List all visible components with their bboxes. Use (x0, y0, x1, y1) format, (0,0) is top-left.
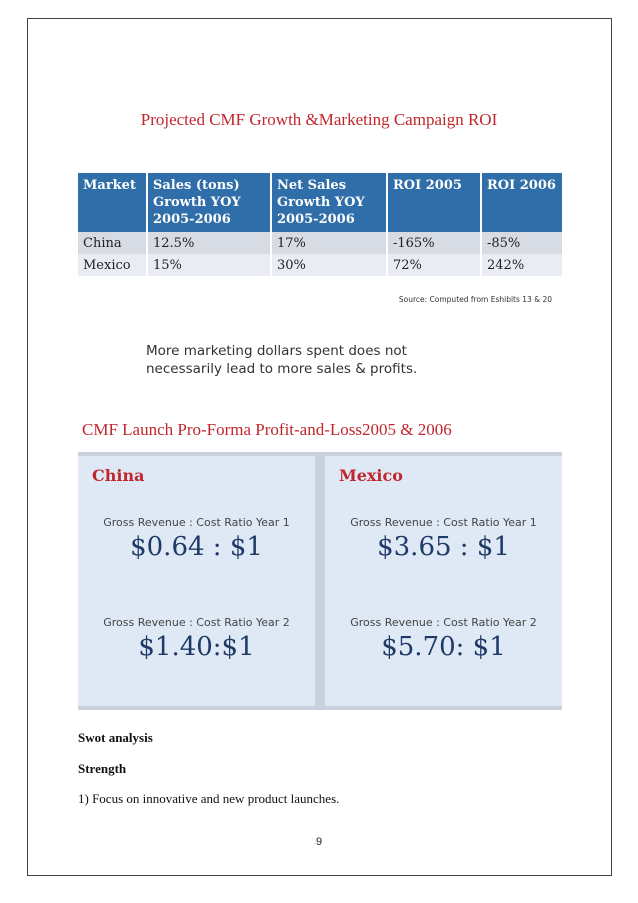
ratio-value-year1: $3.65 : $1 (377, 532, 510, 562)
roi-title: Projected CMF Growth &Marketing Campaign ROI (140, 110, 498, 129)
header-sales-growth: Sales (tons) Growth YOY 2005-2006 (147, 173, 271, 232)
panel-name: Mexico (339, 466, 403, 485)
header-roi-2005: ROI 2005 (387, 173, 481, 232)
table-cell: 12.5% (147, 232, 271, 254)
table-row (78, 254, 562, 276)
panel-name: China (92, 466, 145, 485)
table-cell: 30% (271, 254, 387, 276)
marketing-note: More marketing dollars spent does not necessarily lead to more sales & profits. (146, 343, 418, 377)
table-cell: -85% (481, 232, 562, 254)
table-source-note: Source: Computed from Eshibits 13 & 20 (398, 295, 552, 304)
table-cell: 72% (387, 254, 481, 276)
table-cell: 15% (147, 254, 271, 276)
panel-china (78, 456, 315, 706)
table-cell: China (78, 232, 147, 254)
table-row (78, 232, 562, 254)
strength-heading: Strength (78, 761, 127, 776)
table-cell: 17% (271, 232, 387, 254)
panel-mexico (325, 456, 562, 706)
ratio-caption-year2: Gross Revenue : Cost Ratio Year 2 (103, 616, 290, 629)
strength-item: 1) Focus on innovative and new product launches. (78, 791, 340, 806)
header-roi-2006: ROI 2006 (481, 173, 562, 232)
pnl-panels (78, 452, 562, 710)
page-border (27, 18, 612, 876)
page-number: 9 (315, 836, 323, 848)
ratio-caption-year1: Gross Revenue : Cost Ratio Year 1 (103, 516, 290, 529)
table-cell: 242% (481, 254, 562, 276)
table-cell: Mexico (78, 254, 147, 276)
ratio-value-year1: $0.64 : $1 (130, 532, 263, 562)
ratio-value-year2: $5.70: $1 (381, 632, 506, 662)
table-cell: -165% (387, 232, 481, 254)
roi-table (78, 173, 562, 276)
swot-heading: Swot analysis (78, 730, 153, 745)
header-market: Market (78, 173, 147, 232)
roi-table-header-row (78, 173, 562, 232)
ratio-value-year2: $1.40:$1 (138, 632, 255, 662)
header-net-sales-growth: Net Sales Growth YOY 2005-2006 (271, 173, 387, 232)
pnl-title: CMF Launch Pro-Forma Profit-and-Loss2005 & 2006 (82, 420, 452, 439)
ratio-caption-year1: Gross Revenue : Cost Ratio Year 1 (350, 516, 537, 529)
ratio-caption-year2: Gross Revenue : Cost Ratio Year 2 (350, 616, 537, 629)
